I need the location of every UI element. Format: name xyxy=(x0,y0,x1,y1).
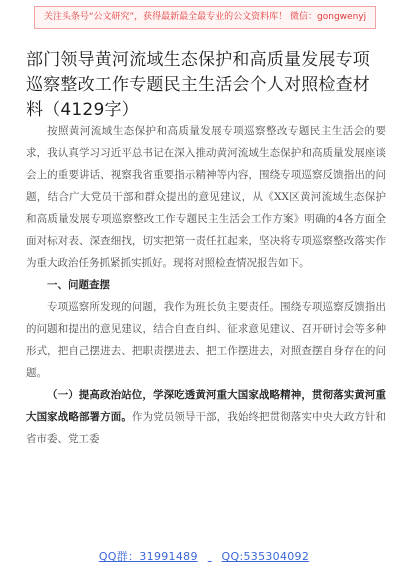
subsection-text: 作为党员领导干部，我始终把贯彻落实中央大政方针和省市委、党工委 xyxy=(26,411,387,445)
subsection-paragraph xyxy=(26,384,386,450)
qq-link[interactable]: QQ:535304092 xyxy=(221,550,310,563)
qq-group-link[interactable]: QQ群：31991489 xyxy=(98,550,198,563)
promo-banner: 关注头条号“公文研究”，获得最新最全最专业的公文资料库！ 微信：gongwenyj xyxy=(34,6,376,29)
section-paragraph-problems: 专项巡察所发现的问题，我作为班长负主要责任。围绕专项巡察反馈指出的问题和提出的意见建议，结合自查自纠、征求意见建议、召开研讨会等多种形式，把自己摆进去、把职责摆进去、把工作摆进去，对照查摆自身存在的问题。 xyxy=(26,301,386,379)
intro-paragraph: 按照黄河流域生态保护和高质量发展专项巡察整改专题民主生活会的要求，我认真学习习近平总书记在深入推动黄河流域生态保护和高质量发展座谈会上的重要讲话、视察我省重要指示精神等内容，围绕专项巡察反馈指出的问题，结合广大党员干部和群众提出的意见建议，从《XX区黄河流域生态保护和高质量发展专项巡察整改工作专题民主生活会工作方案》明确的4各方面全面对标对表、深查细找，切实把第一责任扛起来，坚决将专项巡察整改落实作为重大政治任务抓紧抓实抓好。现将对照检查情况报告如下。 xyxy=(26,125,386,269)
section-heading-problems: 一、问题查摆 xyxy=(47,279,110,291)
document-title: 部门领导黄河流域生态保护和高质量发展专项巡察整改工作专题民主生活会个人对照检查材料（4129字） xyxy=(26,50,370,120)
document-body xyxy=(26,120,386,450)
contact-footer xyxy=(0,548,408,564)
subsection-heading: （一）提高政治站位，学深吃透黄河重大国家战略精神，贯彻落实黄河重大国家战略部署方面。 xyxy=(26,389,386,423)
